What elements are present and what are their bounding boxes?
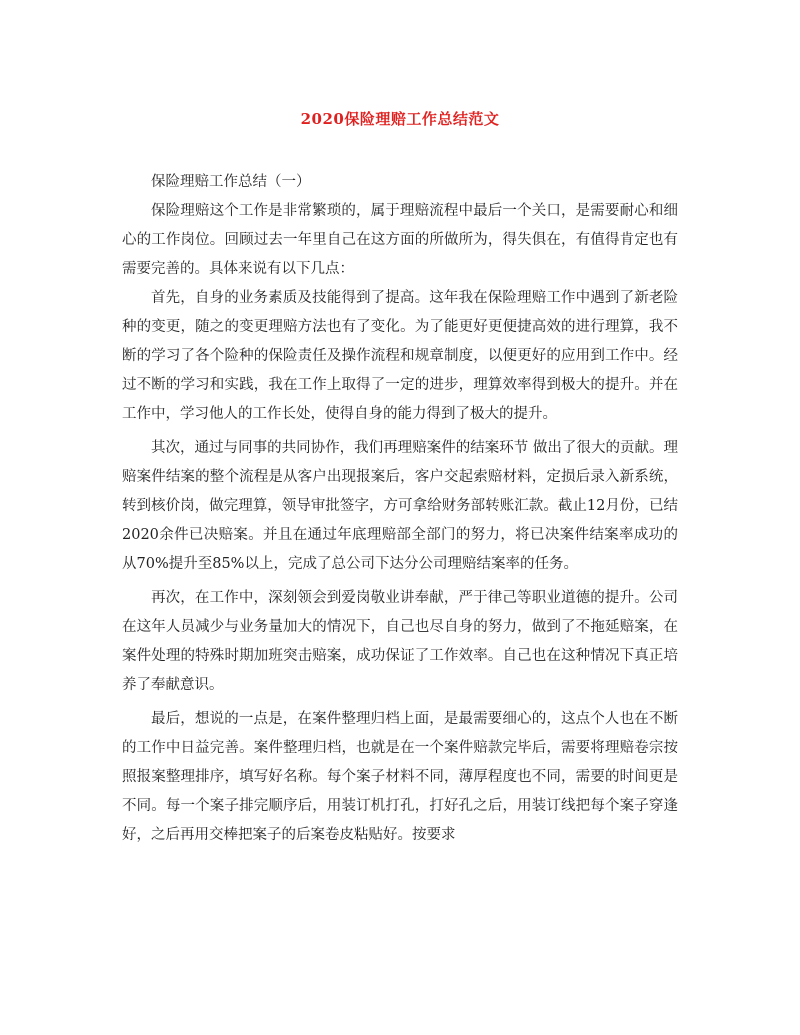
paragraph-intro: 保险理赔这个工作是非常繁琐的，属于理赔流程中最后一个关口，是需要耐心和细心的工作岗位。回顾过去一年里自己在这方面的所做所为，得失俱在，有值得肯定也有需要完善的。具体来说有以下几点： [122,203,678,277]
paragraph-last: 最后，想说的一点是，在案件整理归档上面，是最需要细心的，这点个人也在不断的工作中日益完善。案件整理归档，也就是在一个案件赔款完毕后，需要将理赔卷宗按照报案整理排序，填写好名称。每个案子材料不同，薄厚程度也不同，需要的时间更是不同。每一个案子排完顺序后，用装订机打孔，打好孔之后，用装订线把每个案子穿逢好，之后再用交棒把案子的后案卷皮粘贴好。按要求 [122,711,678,843]
section-heading: 保险理赔工作总结（一） [151,174,311,190]
document-body [122,168,678,850]
document-title: 2020保险理赔工作总结范文 [300,110,500,128]
paragraph-second: 其次，通过与同事的共同协作，我们再理赔案件的结案环节 做出了很大的贡献。理赔案件结案的整个流程是从客户出现报案后，客户交起索赔材料，定损后录入新系统，转到核价岗，做完理算，领导审批签字，方可拿给财务部转账汇款。截止12月份，已结2020余件已决赔案。并且在通过年底理赔部全部门的努力，将已决案件结案率成功的从70%提升至85%以上，完成了总公司下达分公司理赔结案率的任务。 [122,440,678,572]
paragraph-first: 首先，自身的业务素质及技能得到了提高。这年我在保险理赔工作中遇到了新老险种的变更，随之的变更理赔方法也有了变化。为了能更好更便捷高效的进行理算，我不断的学习了各个险种的保险责任及操作流程和规章制度，以便更好的应用到工作中。经过不断的学习和实践，我在工作上取得了一定的进步，理算效率得到极大的提升。并在工作中，学习他人的工作长处，使得自身的能力得到了极大的提升。 [122,290,678,422]
paragraph-third: 再次，在工作中，深刻领会到爱岗敬业讲奉献，严于律己等职业道德的提升。公司在这年人员减少与业务量加大的情况下，自己也尽自身的努力，做到了不拖延赔案，在案件处理的特殊时期加班突击赔案，成功保证了工作效率。自己也在这种情况下真正培养了奉献意识。 [122,590,678,693]
